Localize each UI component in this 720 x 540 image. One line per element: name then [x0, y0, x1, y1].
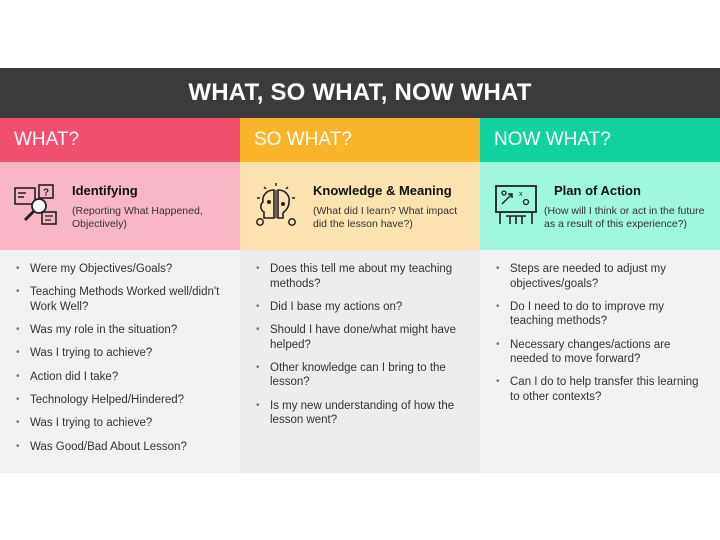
list-item: • Teaching Methods Worked well/didn't Work Well? [12, 285, 226, 314]
card-subtitle-plan-of-action: (How will I think or act in the future as a result of this experience?) [544, 205, 705, 230]
column-header-what: WHAT? [0, 118, 240, 162]
list-item: • Was I trying to achieve? [12, 416, 226, 431]
list-item: • Is my new understanding of how the lesson went? [252, 399, 466, 428]
action-plan-board-icon [492, 182, 540, 228]
card-title-knowledge-meaning: Knowledge & Meaning [313, 183, 452, 198]
list-item: • Was Good/Bad About Lesson? [12, 440, 226, 455]
list-item: • Was my role in the situation? [12, 323, 226, 338]
svg-text:x: x [519, 191, 523, 198]
column-so-what [240, 118, 480, 473]
card-plan-of-action [480, 162, 720, 250]
page-title: WHAT, SO WHAT, NOW WHAT [0, 68, 720, 118]
list-item: • Can I do to help transfer this learning to other contexts? [492, 375, 706, 404]
report-search-icon [12, 182, 60, 228]
list-item: • Did I base my actions on? [252, 300, 466, 315]
list-now-what [480, 250, 720, 473]
column-header-now-what: NOW WHAT? [480, 118, 720, 162]
card-identifying [0, 162, 240, 250]
list-item: • Should I have done/what might have helped? [252, 323, 466, 352]
svg-text:?: ? [42, 187, 50, 199]
list-item: • Was I trying to achieve? [12, 346, 226, 361]
list-item: • Technology Helped/Hindered? [12, 393, 226, 408]
card-subtitle-identifying: (Reporting What Happened, Objectively) [72, 205, 203, 230]
list-item: • Necessary changes/actions are needed to move forward? [492, 338, 706, 367]
card-title-plan-of-action: Plan of Action [554, 183, 641, 198]
list-item: • Were my Objectives/Goals? [12, 262, 226, 277]
card-knowledge-meaning [240, 162, 480, 250]
card-title-identifying: Identifying [72, 183, 138, 198]
list-item: • Action did I take? [12, 370, 226, 385]
list-what [0, 250, 240, 473]
column-now-what [480, 118, 720, 473]
card-subtitle-knowledge-meaning: (What did I learn? What impact did the lesson have?) [313, 205, 458, 230]
list-item: • Steps are needed to adjust my objectives/goals? [492, 262, 706, 291]
brain-bulb-icon [252, 182, 300, 228]
list-item: • Do I need to do to improve my teaching methods? [492, 300, 706, 329]
column-what [0, 118, 240, 473]
list-item: • Does this tell me about my teaching methods? [252, 262, 466, 291]
list-so-what [240, 250, 480, 473]
column-header-so-what: SO WHAT? [240, 118, 480, 162]
list-item: • Other knowledge can I bring to the lesson? [252, 361, 466, 390]
